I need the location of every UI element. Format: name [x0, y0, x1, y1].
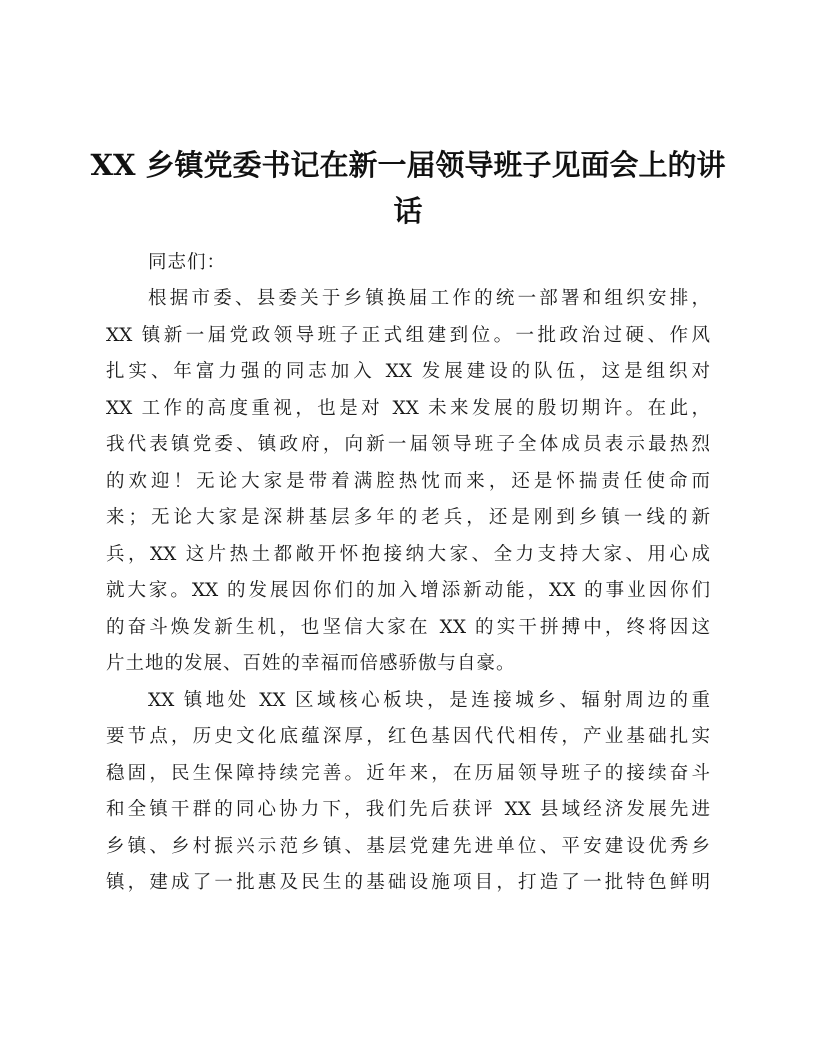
- paragraph-line: XX 镇地处 XX 区域核心板块，是连接城乡、辐射周边的重: [148, 689, 710, 711]
- paragraph-line: 要节点，历史文化底蕴深厚，红色基因代代相传，产业基础扎实: [106, 726, 710, 747]
- paragraph-line: 来；无论大家是深耕基层多年的老兵，还是刚到乡镇一线的新: [106, 507, 710, 528]
- paragraph-line: XX 镇新一届党政领导班子正式组建到位。一批政治过硬、作风: [106, 324, 710, 346]
- paragraph-line: 扎实、年富力强的同志加入 XX 发展建设的队伍，这是组织对: [106, 361, 710, 382]
- paragraph-line: 稳固，民生保障持续完善。近年来，在历届领导班子的接续奋斗: [106, 762, 710, 784]
- paragraph-line: XX 工作的高度重视，也是对 XX 未来发展的殷切期许。在此，: [106, 397, 710, 419]
- document-body: [106, 245, 710, 902]
- paragraph-1: [106, 281, 710, 683]
- paragraph-line: 兵，XX 这片热土都敞开怀抱接纳大家、全力支持大家、用心成: [106, 543, 710, 565]
- greeting: 同志们：: [148, 252, 227, 273]
- paragraph-line: 和全镇干群的同心协力下，我们先后获评 XX 县域经济发展先进: [106, 799, 710, 820]
- paragraph-line: 片土地的发展、百姓的幸福而倍感骄傲与自豪。: [106, 653, 516, 674]
- paragraph-line: 镇，建成了一批惠及民生的基础设施项目，打造了一批特色鲜明: [106, 872, 710, 893]
- paragraph-line: 的欢迎！无论大家是带着满腔热忱而来，还是怀揣责任使命而: [106, 470, 710, 492]
- paragraph-2: [106, 683, 710, 902]
- paragraph-line: 的奋斗焕发新生机，也坚信大家在 XX 的实干拼搏中，终将因这: [106, 616, 710, 638]
- document-title: XX 乡镇党委书记在新一届领导班子见面会上的讲话: [90, 148, 726, 228]
- paragraph-line: 根据市委、县委关于乡镇换届工作的统一部署和组织安排，: [148, 288, 710, 309]
- paragraph-line: 我代表镇党委、镇政府，向新一届领导班子全体成员表示最热烈: [106, 434, 710, 455]
- paragraph-line: 乡镇、乡村振兴示范乡镇、基层党建先进单位、平安建设优秀乡: [106, 835, 710, 857]
- paragraph-line: 就大家。XX 的发展因你们的加入增添新动能，XX 的事业因你们: [106, 580, 710, 601]
